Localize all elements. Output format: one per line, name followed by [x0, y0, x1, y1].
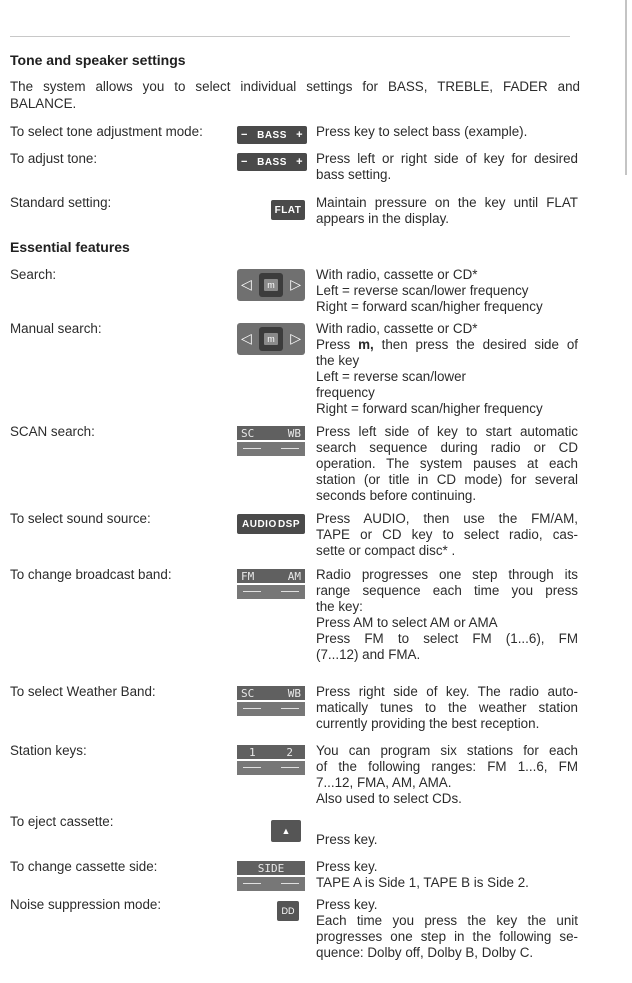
left-arrow-icon: ◁: [241, 330, 252, 346]
desc-bold: m,: [358, 337, 374, 352]
desc-text: Press: [316, 337, 359, 352]
plus-icon: +: [296, 156, 303, 168]
dsp-label: DSP: [277, 518, 300, 530]
right-arrow-icon: ▷: [290, 276, 301, 292]
row-label: To select Weather Band:: [10, 684, 156, 699]
key-face: [237, 426, 305, 440]
desc-line: bass setting.: [316, 167, 392, 182]
row-label: To select tone adjustment mode:: [10, 124, 203, 139]
row-label: Noise suppression mode:: [10, 897, 162, 912]
audio-label: AUDIO: [242, 518, 277, 530]
dolby-key[interactable]: [277, 901, 299, 921]
key-left-label: FM: [241, 569, 255, 583]
desc-line: TAPE or CD key to select radio, cas-: [316, 527, 578, 542]
row-description: [316, 567, 578, 663]
minus-icon: −: [241, 156, 248, 168]
desc-line: TAPE A is Side 1, TAPE B is Side 2.: [316, 875, 529, 890]
sc-wb-key[interactable]: [237, 686, 305, 718]
m-label: m: [264, 279, 278, 291]
key-face: [237, 745, 305, 759]
desc-line: frequency: [316, 385, 375, 400]
desc-line: Left = reverse scan/lower frequency: [316, 283, 529, 298]
search-rocker-key[interactable]: [237, 269, 305, 301]
key-lower: [237, 442, 305, 456]
desc-line: Press AUDIO, then use the FM/AM,: [316, 511, 578, 526]
key-right-label: AM: [287, 569, 301, 583]
flat-key[interactable]: [271, 200, 305, 220]
desc-line: search sequence during radio or CD: [316, 440, 578, 455]
station-key-1-2[interactable]: [237, 745, 305, 777]
side-label: SIDE: [257, 861, 285, 875]
section-title-tone: Tone and speaker settings: [10, 52, 186, 68]
right-arrow-icon: ▷: [290, 330, 301, 346]
key-lower: [237, 877, 305, 891]
desc-line: sette or compact disc* .: [316, 543, 456, 558]
key-face: [237, 686, 305, 700]
m-label: m: [264, 333, 278, 345]
row-label: Station keys:: [10, 743, 87, 758]
desc-line: station (or title in CD mode) for several: [316, 472, 578, 487]
intro-line-1: The system allows you to select individual settings for BASS, TREBLE, FADER and: [10, 79, 580, 94]
desc-line: (7...12) and FMA.: [316, 647, 421, 662]
key-right-label: WB: [287, 686, 301, 700]
side-key[interactable]: [237, 861, 305, 893]
desc-line: Press FM to select FM (1...6), FM: [316, 631, 578, 646]
row-description: [316, 424, 578, 504]
row-label: To change broadcast band:: [10, 567, 172, 582]
row-label: To adjust tone:: [10, 151, 98, 166]
key-face: [237, 861, 305, 875]
row-label: Manual search:: [10, 321, 102, 336]
m-button: [259, 273, 283, 297]
manual-search-rocker-key[interactable]: [237, 323, 305, 355]
key-face: [237, 569, 305, 583]
desc-line: appears in the display.: [316, 211, 449, 226]
row-description: [316, 151, 578, 183]
key-label: BASS: [257, 129, 287, 141]
row-description: [316, 511, 578, 559]
row-label: SCAN search:: [10, 424, 95, 439]
desc-line: operation. The system pauses at each: [316, 456, 578, 471]
row-description: [316, 859, 578, 891]
desc-line: 7...12, FMA, AM, AMA.: [316, 775, 452, 790]
desc-line: Press AM to select AM or AMA: [316, 615, 498, 630]
row-label: To select sound source:: [10, 511, 151, 526]
row-label: Search:: [10, 267, 57, 282]
row-description: [316, 897, 578, 961]
desc-line: Also used to select CDs.: [316, 791, 462, 806]
key-left-label: SC: [241, 686, 255, 700]
intro-text: [10, 78, 580, 112]
desc-line: Press key.: [316, 897, 378, 912]
row-description: [316, 267, 578, 315]
desc-line: of the following ranges: FM 1...6, FM: [316, 759, 578, 774]
key-lower: [237, 761, 305, 775]
desc-line: currently providing the best reception.: [316, 716, 540, 731]
desc-line: range sequence each time you press: [316, 583, 578, 598]
desc-line: Right = forward scan/higher frequency: [316, 299, 543, 314]
desc-line: Maintain pressure on the key until FLAT: [316, 195, 578, 210]
eject-icon: ▲: [281, 826, 291, 836]
desc-line: the key:: [316, 599, 363, 614]
desc-line: matically tunes to the weather station: [316, 700, 578, 715]
desc-line: Press left side of key to start automatic: [316, 424, 578, 439]
bass-key[interactable]: [237, 153, 307, 171]
audio-dsp-key[interactable]: [237, 514, 305, 534]
key-right-label: 2: [286, 745, 293, 759]
eject-key[interactable]: [271, 820, 301, 842]
row-label: Standard setting:: [10, 195, 112, 210]
row-description: [316, 195, 578, 227]
top-rule: [10, 36, 570, 37]
desc-line: Press key.: [316, 859, 378, 874]
row-description: [316, 832, 578, 848]
row-description: [316, 321, 578, 417]
dolby-icon: DD: [281, 906, 295, 916]
desc-line: You can program six stations for each: [316, 743, 578, 758]
desc-line: Right = forward scan/higher frequency: [316, 401, 543, 416]
key-label: BASS: [257, 156, 287, 168]
row-description: [316, 124, 578, 140]
desc-line: Press right side of key. The radio auto-: [316, 684, 578, 699]
minus-icon: −: [241, 129, 248, 141]
desc-line: Press key to select bass (example).: [316, 124, 528, 139]
desc-line: Each time you press the key the unit: [316, 913, 578, 928]
desc-line: With radio, cassette or CD*: [316, 267, 478, 282]
fm-am-key[interactable]: [237, 569, 305, 601]
intro-line-2: BALANCE.: [10, 96, 77, 111]
section-title-essential: Essential features: [10, 239, 130, 255]
desc-line: the key: [316, 353, 360, 368]
desc-line: seconds before continuing.: [316, 488, 477, 503]
key-label: FLAT: [274, 204, 302, 216]
row-description: [316, 743, 578, 807]
desc-line: With radio, cassette or CD*: [316, 321, 478, 336]
desc-line: Press key.: [316, 832, 378, 847]
desc-line: Radio progresses one step through its: [316, 567, 578, 582]
m-button: [259, 327, 283, 351]
desc-text: then press the desired side of: [373, 337, 578, 352]
key-left-label: SC: [241, 426, 255, 440]
desc-line: Left = reverse scan/lower: [316, 369, 466, 384]
key-left-label: 1: [249, 745, 256, 759]
desc-line: progresses one step in the following se-: [316, 929, 578, 944]
key-right-label: WB: [287, 426, 301, 440]
row-label: To change cassette side:: [10, 859, 158, 874]
key-lower: [237, 585, 305, 599]
left-arrow-icon: ◁: [241, 276, 252, 292]
desc-line: quence: Dolby off, Dolby B, Dolby C.: [316, 945, 534, 960]
row-description: [316, 684, 578, 732]
desc-line: [316, 337, 578, 353]
page-edge-line: [625, 0, 627, 175]
plus-icon: +: [296, 129, 303, 141]
desc-line: Press left or right side of key for desired: [316, 151, 578, 166]
sc-wb-key[interactable]: [237, 426, 305, 458]
key-lower: [237, 702, 305, 716]
row-label: To eject cassette:: [10, 814, 114, 829]
bass-key[interactable]: [237, 126, 307, 144]
